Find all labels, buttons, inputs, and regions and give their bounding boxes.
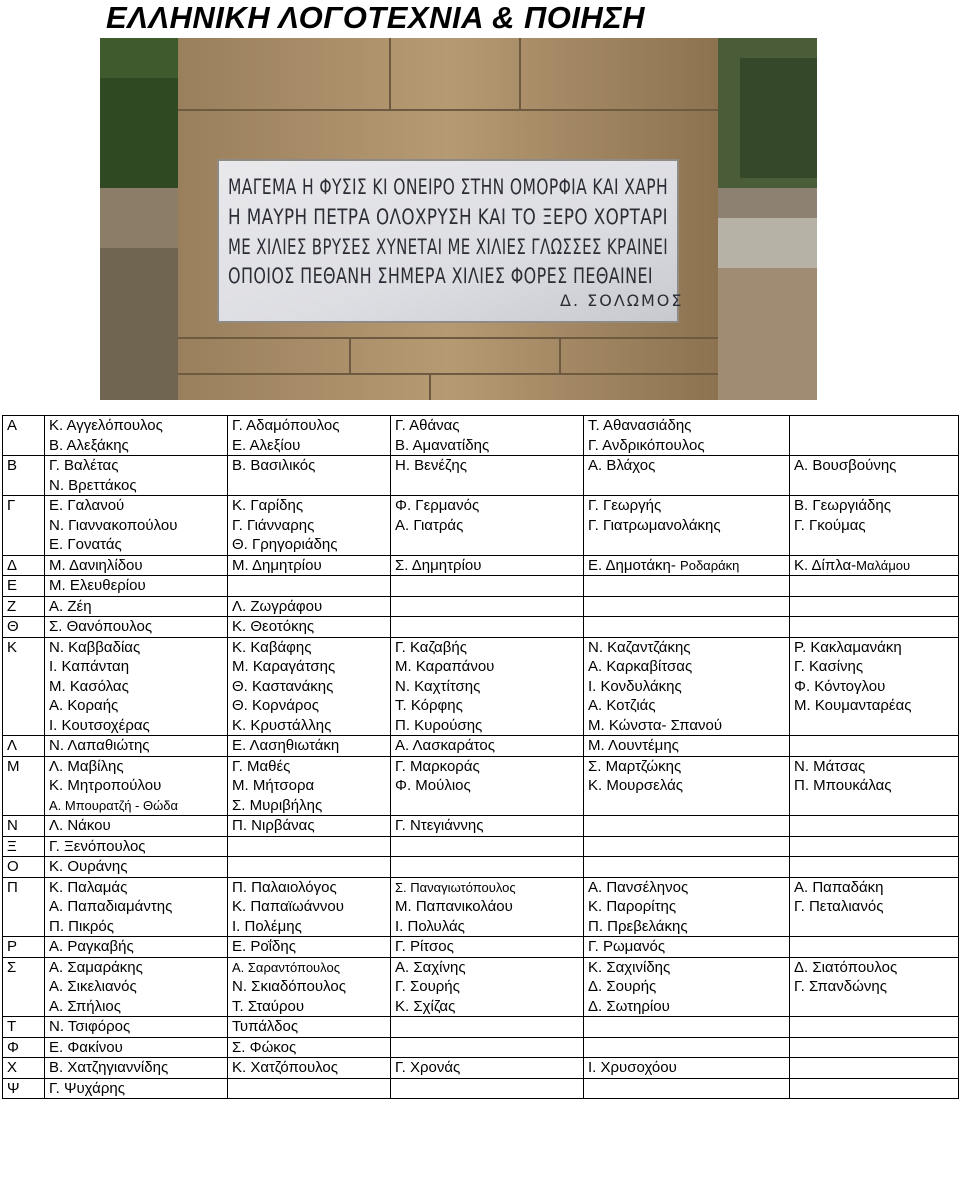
author-name: Α. Ραγκαβής [49,938,134,955]
author-name: Κ. Χατζόπουλος [232,1059,338,1076]
author-cell [584,456,790,496]
author-name: Ι. Πολέμης [232,917,302,935]
letter-row [3,736,959,757]
author-cell [45,857,228,878]
author-cell [45,416,228,456]
author-name: Κ. Ουράνης [49,858,128,875]
author-cell [584,816,790,837]
author-cell [391,456,584,496]
author-name: Γ. Γιάνναρης [232,516,315,534]
author-name: Φ. Μούλιος [395,777,471,794]
letter-row [3,496,959,556]
author-name: Ν. Σκιαδόπουλος [232,978,346,995]
author-name: Θ. Γρηγοριάδης [232,536,338,553]
author-name: Α. Σπήλιος [49,997,121,1015]
author-name: Κ. Κρυστάλλης [232,716,332,734]
author-name: Ι. Πολυλάς [395,917,465,935]
index-letter: Ρ [3,937,45,958]
author-name: Β. Γεωργιάδης [794,497,891,514]
author-cell [45,756,228,816]
author-name: Ν. Βρεττάκος [49,476,137,494]
author-name: Μ. Μήτσορα [232,777,315,794]
author-name: Τυπάλδος [232,1018,299,1035]
author-cell [391,756,584,816]
author-cell [228,416,391,456]
author-cell [790,836,959,857]
author-name: Ν. Λαπαθιώτης [49,737,150,754]
author-name: Β. Βασιλικός [232,457,316,474]
author-name: Θ. Κορνάρος [232,697,319,714]
author-cell [45,637,228,736]
author-cell [790,576,959,597]
author-cell [228,756,391,816]
author-name: Ν. Καββαδίας [49,638,141,656]
author-name: Σ. Δημητρίου [395,556,482,574]
index-letter: Ψ [3,1078,45,1099]
author-name: Ε. Λασηθιωτάκη [232,737,340,754]
author-name: Γ. Ξενόπουλος [49,837,146,855]
author-name: Κ. Μουρσελάς [588,777,684,794]
letter-row [3,937,959,958]
author-cell [45,456,228,496]
author-cell [228,617,391,638]
author-cell [790,496,959,556]
solomos-monument-photo [100,38,817,400]
author-name: Θ. Καστανάκης [232,677,334,695]
letter-row [3,756,959,816]
author-cell [790,816,959,837]
letter-row [3,637,959,736]
author-name: Α. Γιατράς [395,516,464,534]
author-cell [584,857,790,878]
author-cell [391,617,584,638]
author-name: Ε. Αλεξίου [232,436,301,454]
author-name: Μ. Λουντέμης [588,737,679,754]
author-name: Λ. Ζωγράφου [232,597,323,615]
author-name: Α. Σικελιανός [49,978,137,995]
author-name: Β. Αλεξάκης [49,436,129,454]
author-cell [228,1078,391,1099]
author-name: Ε. Φακίνου [49,1038,123,1056]
author-cell [228,957,391,1017]
author-name: Γ. Πεταλιανός [794,898,884,915]
author-name: Κ. Γαρίδης [232,497,304,514]
author-name: Κ. Μητροπούλου [49,777,162,794]
author-name: Α. Σαμαράκης [49,958,143,976]
author-name: Ε. Γονατάς [49,536,122,553]
author-cell [45,1017,228,1038]
authors-table [2,415,959,1099]
author-name: Ι. Κουτσοχέρας [49,716,150,734]
plaque-line: Η ΜΑΥΡΗ ΠΕΤΡΑ ΟΛΟΧΡΥΣΗ ΚΑΙ ΤΟ ΞΕΡΟ ΧΟΡΤΑΡΙ [228,205,668,229]
author-name: Π. Παλαιολόγος [232,878,337,896]
author-name: Γ. Μαθές [232,757,291,775]
author-cell [391,1017,584,1038]
author-cell [391,816,584,837]
author-cell [391,596,584,617]
author-name: Π. Μπουκάλας [794,777,892,794]
author-cell [391,416,584,456]
author-cell [45,496,228,556]
index-letter: Ν [3,816,45,837]
author-name: Φ. Κόντογλου [794,677,886,695]
index-letter: Τ [3,1017,45,1038]
author-name: Μ. Καραπάνου [395,658,495,675]
author-name: Γ. Αδαμόπουλος [232,417,340,434]
author-name: Π. Κυρούσης [395,716,483,734]
author-name: Ν. Καζαντζάκης [588,638,691,656]
letter-row [3,576,959,597]
author-name: Γ. Αθάνας [395,417,460,434]
author-cell [228,496,391,556]
author-name: Α. Κοτζιάς [588,697,656,714]
author-name: Α. Σαχίνης [395,958,466,976]
author-name: Μ. Ελευθερίου [49,577,146,594]
author-name: Σ. Θανόπουλος [49,618,153,635]
author-cell [391,555,584,576]
index-letter: Β [3,456,45,496]
letter-row [3,1078,959,1099]
author-name: Γ. Κασίνης [794,658,864,675]
author-cell [790,637,959,736]
author-name: Γ. Ανδρικόπουλος [588,436,705,454]
author-name: Κ. Παρορίτης [588,898,677,915]
author-name: Γ. Σουρής [395,978,460,995]
author-cell [45,576,228,597]
index-letter: Λ [3,736,45,757]
author-name: Π. Νιρβάνας [232,817,315,834]
author-name: Γ. Χρονάς [395,1059,461,1076]
author-name: Τ. Σταύρου [232,997,305,1015]
author-name: Π. Πικρός [49,917,114,935]
author-name: Α. Καρκαβίτσας [588,658,693,675]
author-cell [228,456,391,496]
author-name: Γ. Ρίτσος [395,938,454,955]
author-name: Τ. Αθανασιάδης [588,417,692,434]
author-name: Γ. Ρωμανός [588,938,666,955]
author-cell [228,836,391,857]
author-name: Γ. Γεωργής [588,497,662,514]
author-cell [391,736,584,757]
author-name: Δ. Σουρής [588,978,657,995]
letter-row [3,816,959,837]
author-cell [228,596,391,617]
letter-row [3,456,959,496]
author-name: Μ. Κασόλας [49,677,129,695]
author-name: Κ. Σχίζας [395,997,456,1015]
author-name: Β. Χατζηγιαννίδης [49,1059,169,1076]
author-name: Σ. Παναγιωτόπουλος [395,879,516,895]
index-letter: Φ [3,1037,45,1058]
plaque-line: ΜΕ ΧΙΛΙΕΣ ΒΡΥΣΕΣ ΧΥΝΕΤΑΙ ΜΕ ΧΙΛΙΕΣ ΓΛΩΣΣΕΣ ΚΡΑΙΝΕΙ [228,235,668,259]
authors-table-body [3,416,959,1099]
index-letter: Ο [3,857,45,878]
author-name: Ι. Χρυσοχόου [588,1059,677,1076]
author-name: Α. Λασκαράτος [395,737,495,754]
author-name: Κ. Θεοτόκης [232,618,315,635]
author-cell [584,596,790,617]
letter-row [3,555,959,576]
author-name: Ρ. Κακλαμανάκη [794,638,902,656]
page-title: ΕΛΛΗΝΙΚΗ ΛΟΓΟΤΕΧΝΙΑ & ΠΟΙΗΣΗ [106,0,646,35]
letter-row [3,836,959,857]
author-name: Κ. Καβάφης [232,638,312,656]
author-cell [790,1078,959,1099]
author-cell [228,937,391,958]
author-name: Α. Ζέη [49,597,92,615]
author-name: Σ. Μυριβήλης [232,796,323,814]
author-cell [391,496,584,556]
author-name: Τ. Κόρφης [395,697,463,714]
author-cell [584,637,790,736]
author-name: Ν. Τσιφόρος [49,1018,131,1035]
author-name: Ν. Μάτσας [794,757,866,775]
author-cell [45,555,228,576]
author-cell [228,1058,391,1079]
author-cell [228,877,391,937]
plaque-line: ΜΑΓΕΜΑ Η ΦΥΣΙΣ ΚΙ ΟΝΕΙΡΟ ΣΤΗΝ ΟΜΟΡΦΙΑ ΚΑΙ ΧΑΡΗ [228,175,668,199]
author-name: Α. Βλάχος [588,457,656,474]
author-cell [228,1037,391,1058]
author-name: Γ. Καζαβής [395,638,467,656]
author-name: Μ. Παπανικολάου [395,898,513,915]
author-name: Ν. Καχτίτσης [395,677,481,695]
author-name: Γ. Ντεγιάννης [395,817,484,834]
author-name: Γ. Ψυχάρης [49,1079,125,1097]
author-cell [584,937,790,958]
author-name: Α. Μπουρατζή - Θώδα [49,797,179,813]
author-name: Α. Παπαδάκη [794,878,884,896]
author-name: Κ. Παπαϊωάννου [232,898,344,915]
author-cell [584,1017,790,1038]
author-name: Ε. Γαλανού [49,497,125,514]
author-name: Β. Αμανατίδης [395,436,490,454]
author-name: Σ. Μαρτζώκης [588,757,682,775]
author-name: Μ. Καραγάτσης [232,658,336,675]
letter-row [3,877,959,937]
index-letter: Μ [3,756,45,816]
author-cell [228,637,391,736]
author-name: Μ. Κουμανταρέας [794,697,912,714]
author-cell [790,1037,959,1058]
author-name: Κ. Αγγελόπουλος [49,417,163,434]
author-name: Λ. Νάκου [49,817,111,834]
author-cell [584,877,790,937]
author-name: Φ. Γερμανός [395,497,480,514]
author-cell [45,1058,228,1079]
author-name: Γ. Γιατρωμανολάκης [588,516,721,534]
author-name: Μ. Κώνστα- Σπανού [588,716,723,734]
author-cell [228,736,391,757]
author-cell [790,957,959,1017]
author-cell [584,756,790,816]
author-cell [584,555,790,576]
author-cell [45,596,228,617]
author-name: Γ. Βαλέτας [49,457,119,474]
author-cell [228,1017,391,1038]
author-cell [45,1037,228,1058]
author-name: Κ. Παλαμάς [49,878,128,896]
letter-row [3,1037,959,1058]
index-letter: Χ [3,1058,45,1079]
author-cell [391,1078,584,1099]
author-cell [584,1078,790,1099]
author-name: Α. Κοραής [49,697,119,714]
index-letter: Α [3,416,45,456]
author-cell [584,1058,790,1079]
index-letter: Σ [3,957,45,1017]
index-letter: Κ [3,637,45,736]
author-cell [584,736,790,757]
letter-row [3,416,959,456]
letter-row [3,1058,959,1079]
author-cell [391,857,584,878]
author-cell [790,596,959,617]
author-name: Ε. Ροΐδης [232,938,296,955]
author-cell [228,576,391,597]
author-cell [391,1058,584,1079]
author-cell [391,937,584,958]
author-cell [790,416,959,456]
plaque-line: ΟΠΟΙΟΣ ΠΕΘΑΝΗ ΣΗΜΕΡΑ ΧΙΛΙΕΣ ΦΟΡΕΣ ΠΕΘΑΙΝΕΙ [228,264,653,288]
author-cell [228,857,391,878]
monument-photo-drawing [100,38,817,400]
author-name: Μ. Δημητρίου [232,556,322,574]
author-cell [391,957,584,1017]
author-name: Π. Πρεβελάκης [588,917,688,935]
author-name: Ι. Καπάνταη [49,658,130,675]
author-name: Γ. Σπανδώνης [794,978,887,995]
index-letter: Ζ [3,596,45,617]
author-cell [391,637,584,736]
author-name: Α. Πανσέληνος [588,878,689,896]
author-cell [391,877,584,937]
author-name: Η. Βενέζης [395,457,467,474]
index-letter: Γ [3,496,45,556]
author-cell [391,576,584,597]
letter-row [3,1017,959,1038]
index-letter: Ε [3,576,45,597]
author-cell [584,957,790,1017]
author-cell [228,555,391,576]
letter-row [3,957,959,1017]
index-letter: Ξ [3,836,45,857]
author-name: Μ. Δανιηλίδου [49,556,143,574]
author-cell [391,1037,584,1058]
letter-row [3,596,959,617]
author-cell [45,816,228,837]
author-cell [45,836,228,857]
author-cell [45,877,228,937]
author-cell [45,937,228,958]
index-letter: Θ [3,617,45,638]
plaque-signature: Δ. ΣΟΛΩΜΟΣ [560,291,684,310]
author-cell [391,836,584,857]
author-cell [790,756,959,816]
author-cell [584,496,790,556]
author-name: Ι. Κονδυλάκης [588,677,682,695]
index-letter: Δ [3,555,45,576]
author-cell [790,857,959,878]
author-name: Δ. Σωτηρίου [588,997,670,1015]
author-name: Α. Παπαδιαμάντης [49,898,173,915]
author-cell [790,877,959,937]
author-name: Κ. Σαχινίδης [588,958,671,976]
author-cell [584,617,790,638]
author-cell [790,1058,959,1079]
author-cell [584,576,790,597]
author-name: Α. Σαραντόπουλος [232,959,340,975]
author-cell [45,1078,228,1099]
author-name: Α. Βουσβούνης [794,457,897,474]
author-cell [584,1037,790,1058]
author-cell [584,416,790,456]
author-name: Λ. Μαβίλης [49,757,124,775]
author-name: Κ. Δίπλα-Μαλάμου [794,556,911,574]
author-name: Γ. Γκούμας [794,516,866,534]
index-letter: Π [3,877,45,937]
author-name: Δ. Σιατόπουλος [794,958,898,976]
author-cell [790,456,959,496]
author-cell [790,555,959,576]
author-name: Ε. Δημοτάκη- Ροδαράκη [588,556,740,574]
letter-row [3,617,959,638]
author-cell [45,617,228,638]
author-cell [584,836,790,857]
letter-row [3,857,959,878]
author-cell [790,736,959,757]
author-name: Ν. Γιαννακοπούλου [49,516,178,534]
author-name: Γ. Μαρκοράς [395,757,480,775]
author-name: Σ. Φώκος [232,1038,297,1056]
author-cell [45,736,228,757]
author-cell [790,937,959,958]
author-cell [228,816,391,837]
author-cell [790,1017,959,1038]
author-cell [790,617,959,638]
author-cell [45,957,228,1017]
